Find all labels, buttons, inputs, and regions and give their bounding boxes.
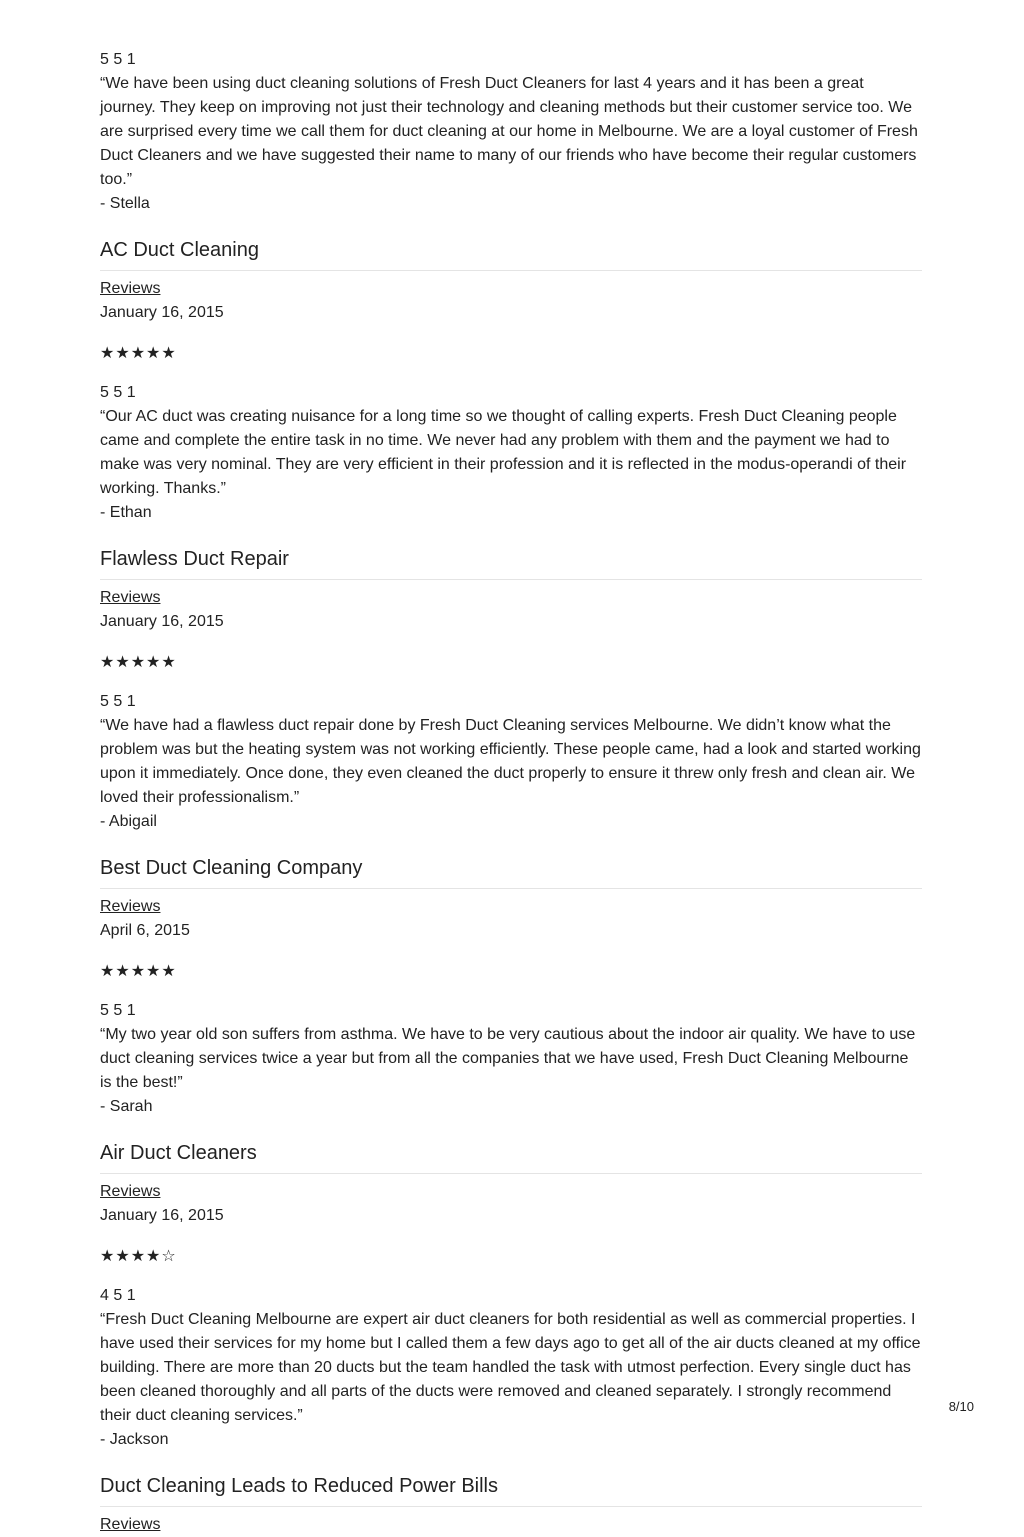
star-rating-icons: ★★★★★ [100,961,177,980]
review-flawless-duct-repair [100,545,922,834]
review-rating: 5 5 1 [100,1002,136,1019]
star-rating-icons: ★★★★★ [100,652,177,671]
review-rating: 5 5 1 [100,384,136,401]
review-meta [100,1180,922,1308]
review-author: - Jackson [100,1431,169,1448]
review-title: Best Duct Cleaning Company [100,854,922,889]
review-quote: “We have been using duct cleaning solutions of Fresh Duct Cleaners for last 4 years and it has been a great journey. They keep on improving not just their technology and cleaning methods but their customer service too. We are surprised every time we call them for duct cleaning at our home in Melbourne. We are a loyal customer of Fresh Duct Cleaners and we have suggested their name to many of our friends who have become their regular customers too.” [100,75,918,188]
review-stella [100,48,922,216]
review-author: - Ethan [100,504,152,521]
reviews-category-link[interactable]: Reviews [100,898,161,915]
review-title: Flawless Duct Repair [100,545,922,580]
reviews-category-link[interactable]: Reviews [100,1516,161,1533]
review-meta [100,586,922,714]
star-rating-icons: ★★★★★ [100,343,177,362]
star-rating-icons: ★★★★☆ [100,1246,177,1265]
review-ac-duct-cleaning [100,236,922,525]
review-title: Duct Cleaning Leads to Reduced Power Bills [100,1472,922,1507]
review-best-duct-cleaning-company [100,854,922,1119]
review-title: Air Duct Cleaners [100,1139,922,1174]
review-duct-cleaning-leads-to-reduced-power-bills [100,1472,922,1537]
reviews-category-link[interactable]: Reviews [100,589,161,606]
reviews-category-link[interactable]: Reviews [100,280,161,297]
review-date: January 16, 2015 [100,1207,224,1224]
review-rating: 4 5 1 [100,1287,136,1304]
review-rating: 5 5 1 [100,51,136,68]
document-page [100,48,922,1537]
review-title: AC Duct Cleaning [100,236,922,271]
review-author: - Abigail [100,813,157,830]
review-date: January 16, 2015 [100,613,224,630]
review-air-duct-cleaners [100,1139,922,1452]
page-number: 8/10 [948,1399,974,1414]
review-quote: “Fresh Duct Cleaning Melbourne are expert air duct cleaners for both residential as well as commercial properties. I have used their services for my home but I called them a few days ago to get all of the air ducts cleaned at my office building. There are more than 20 ducts but the team handled the task with utmost perfection. Every single duct has been cleaned thoroughly and all parts of the ducts were removed and cleaned separately. I strongly recommend their duct cleaning services.” [100,1311,921,1424]
review-quote: “Our AC duct was creating nuisance for a long time so we thought of calling experts. Fresh Duct Cleaning people came and complete the entire task in no time. We never had any problem with them and the payment we had to make was very nominal. They are very efficient in their profession and it is reflected in the modus-operandi of their working. Thanks.” [100,408,907,497]
review-meta [100,277,922,405]
review-date: April 6, 2015 [100,922,190,939]
review-meta [100,1513,922,1537]
review-date: January 16, 2015 [100,304,224,321]
review-quote: “My two year old son suffers from asthma. We have to be very cautious about the indoor air quality. We have to use duct cleaning services twice a year but from all the companies that we have used, Fresh Duct Cleaning Melbourne is the best!” [100,1026,916,1091]
review-meta [100,895,922,1023]
reviews-category-link[interactable]: Reviews [100,1183,161,1200]
review-rating: 5 5 1 [100,693,136,710]
review-author: - Sarah [100,1098,153,1115]
review-quote: “We have had a flawless duct repair done by Fresh Duct Cleaning services Melbourne. We didn’t know what the problem was but the heating system was not working efficiently. These people came, had a look and started working upon it immediately. Once done, they even cleaned the duct properly to ensure it threw only fresh and clean air. We loved their professionalism.” [100,717,921,806]
review-author: - Stella [100,195,150,212]
